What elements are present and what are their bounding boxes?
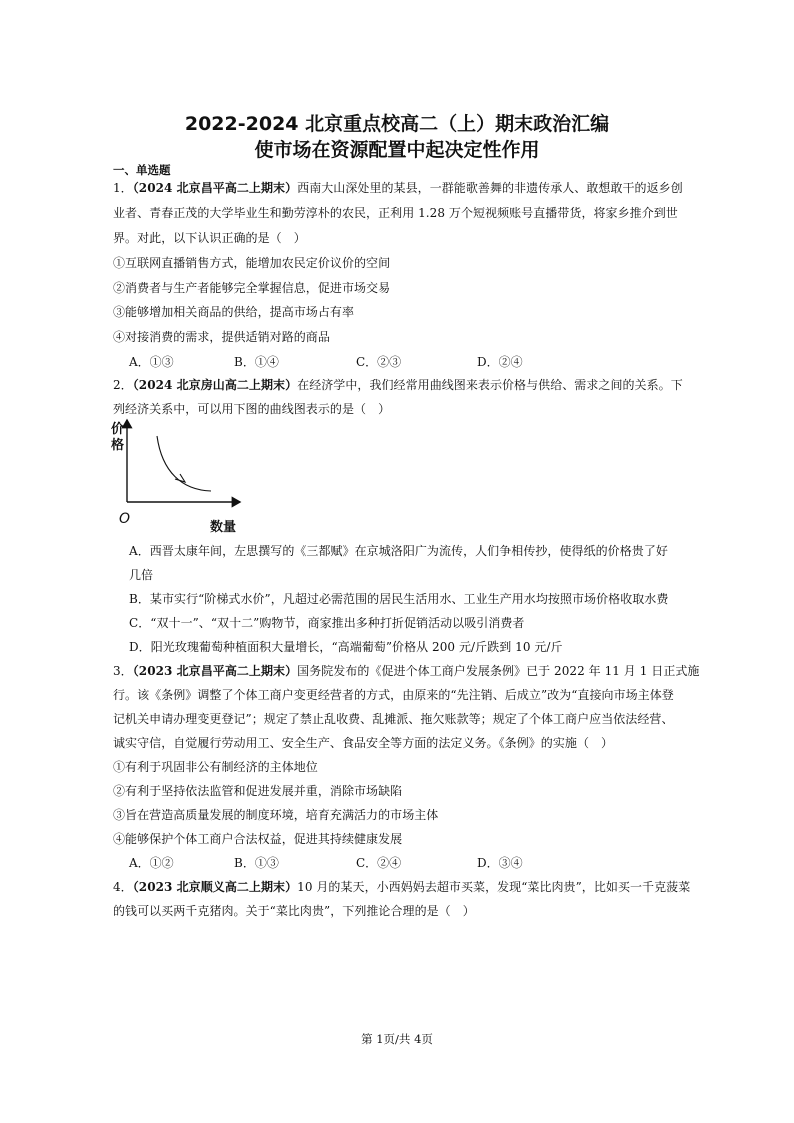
option-c: C．②④ xyxy=(356,856,402,870)
option-a-line-1: A．西晋太康年间，左思撰写的《三都赋》在京城洛阳广为流传，人们争相传抄，使得纸的价格贵了好 xyxy=(129,544,668,558)
option-b: B．某市实行“阶梯式水价”，凡超过必需范围的居民生活用水、工业生产用水均按照市场价格收取水费 xyxy=(129,592,669,606)
question-3-line-4: 诚实守信，自觉履行劳动用工、安全生产、食品安全等方面的法定义务。《条例》的实施（ ） xyxy=(113,736,614,750)
section-heading: 一、单选题 xyxy=(113,163,171,177)
question-text: 西南大山深处里的某县，一群能歌善舞的非遗传承人、敢想敢干的返乡创 xyxy=(297,181,683,195)
question-number: 4． xyxy=(113,880,133,894)
question-text: 国务院发布的《促进个体工商户发展条例》已于 2022 年 11 月 1 日正式施 xyxy=(297,664,700,678)
option-d: D．②④ xyxy=(477,355,523,369)
question-2-line-1 xyxy=(113,376,683,393)
option-a: A．①③ xyxy=(129,355,174,369)
demand-curve xyxy=(157,436,211,491)
option-a: A．①② xyxy=(129,856,174,870)
option-c: C．②③ xyxy=(356,355,402,369)
document-subtitle: 使市场在资源配置中起决定性作用 xyxy=(254,139,540,161)
option-a-line-2: 几倍 xyxy=(129,568,154,582)
question-1-line-2: 业者、青春正茂的大学毕业生和勤劳淳朴的农民，正利用 1.28 万个短视频账号直播带货，将家乡推介到世 xyxy=(113,206,678,220)
question-text: 10 月的某天，小西妈妈去超市买菜，发现“菜比肉贵”，比如买一千克菠菜 xyxy=(297,880,691,894)
question-4-line-1 xyxy=(113,878,690,895)
y-axis-label-1: 价 xyxy=(111,422,125,437)
question-number: 2． xyxy=(113,378,133,392)
option-b: B．①③ xyxy=(234,856,279,870)
statement-item: ②消费者与生产者能够完全掌握信息，促进市场交易 xyxy=(113,281,391,295)
option-c: C．“双十一”、“双十二”购物节，商家推出多种打折促销活动以吸引消费者 xyxy=(129,616,525,630)
statement-item: ③旨在营造高质量发展的制度环境，培育充满活力的市场主体 xyxy=(113,808,439,822)
question-4-line-2: 的钱可以买两千克猪肉。关于“菜比肉贵”，下列推论合理的是（ ） xyxy=(113,904,475,918)
question-source: （2023 北京顺义高二上期末） xyxy=(132,880,298,894)
page-footer: 第 1页/共 4页 xyxy=(361,1032,433,1046)
question-3-line-2: 行。该《条例》调整了个体工商户变更经营者的方式，由原来的“先注销、后成立”改为“直接向市场主体登 xyxy=(113,688,674,702)
question-source: （2023 北京昌平高二上期末） xyxy=(132,664,298,678)
statement-item: ③能够增加相关商品的供给，提高市场占有率 xyxy=(113,305,355,319)
question-2-line-2: 列经济关系中，可以用下图的曲线图表示的是（ ） xyxy=(113,402,391,416)
question-1-line-1 xyxy=(113,179,683,196)
statement-item: ②有利于坚持依法监管和促进发展并重，消除市场缺陷 xyxy=(113,784,403,798)
question-3-line-1 xyxy=(113,662,699,679)
statement-item: ①互联网直播销售方式，能增加农民定价议价的空间 xyxy=(113,256,391,270)
origin-label: O xyxy=(119,511,131,527)
option-d: D．③④ xyxy=(477,856,523,870)
statement-item: ④能够保护个体工商户合法权益，促进其持续健康发展 xyxy=(113,832,403,846)
y-axis-label-2: 格 xyxy=(111,438,125,453)
question-text: 在经济学中，我们经常用曲线图来表示价格与供给、需求之间的关系。下 xyxy=(297,378,683,392)
question-source: （2024 北京昌平高二上期末） xyxy=(132,181,298,195)
question-3-line-3: 记机关申请办理变更登记”；规定了禁止乱收费、乱摊派、拖欠账款等；规定了个体工商户应当依法经营、 xyxy=(113,712,674,726)
question-1-line-3: 界。对此，以下认识正确的是（ ） xyxy=(113,231,306,245)
document-title: 2022-2024 北京重点校高二（上）期末政治汇编 xyxy=(184,113,610,135)
option-d: D．阳光玫瑰葡萄种植面积大量增长，“高端葡萄”价格从 200 元/斤跌到 10 元/斤 xyxy=(129,640,563,654)
statement-item: ④对接消费的需求，提供适销对路的商品 xyxy=(113,330,330,344)
question-number: 3． xyxy=(113,664,133,678)
option-b: B．①④ xyxy=(234,355,279,369)
x-axis-label: 数量 xyxy=(210,520,237,535)
statement-item: ①有利于巩固非公有制经济的主体地位 xyxy=(113,760,318,774)
question-number: 1． xyxy=(113,181,133,195)
question-source: （2024 北京房山高二上期末） xyxy=(132,378,298,392)
price-quantity-graph xyxy=(110,414,260,538)
